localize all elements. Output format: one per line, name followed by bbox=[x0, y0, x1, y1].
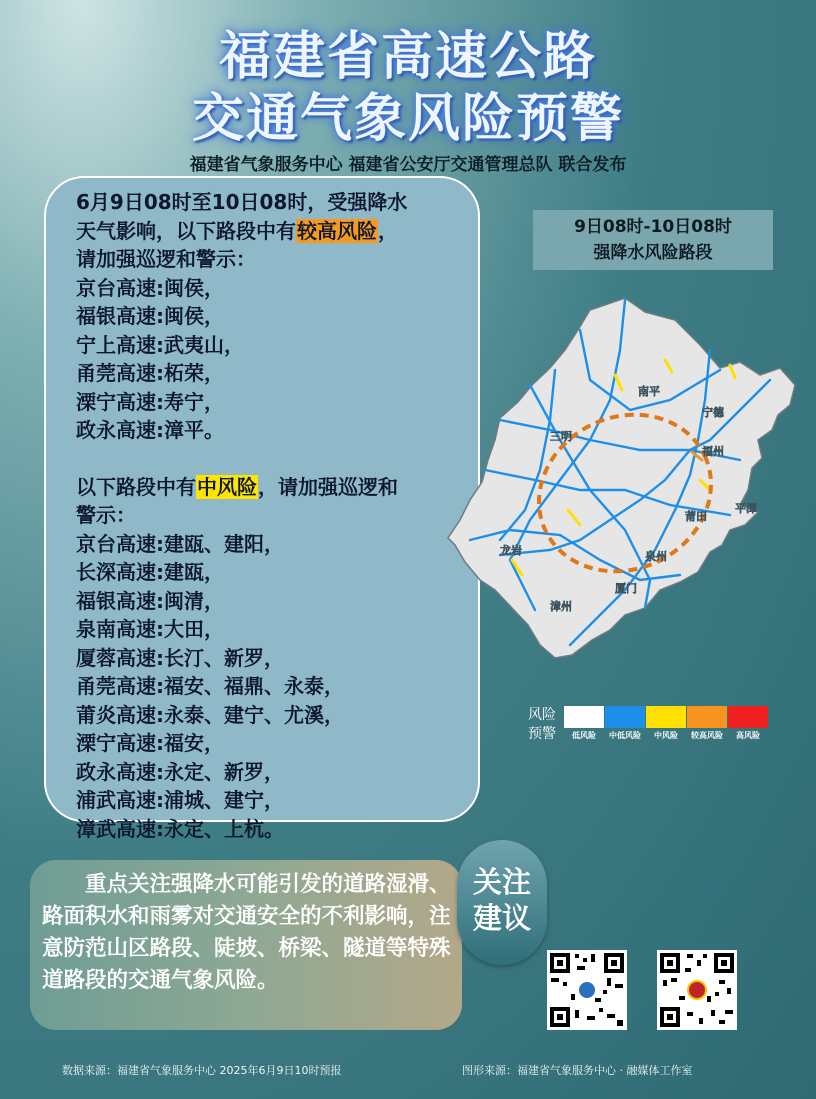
legend-swatch-higher bbox=[687, 706, 727, 728]
road-item: 长深高速:建瓯， bbox=[76, 560, 224, 584]
city-label: 泉州 bbox=[645, 550, 667, 563]
risk-legend bbox=[524, 704, 794, 744]
road-item: 京台高速:闽侯， bbox=[76, 275, 224, 300]
city-label: 宁德 bbox=[702, 406, 724, 419]
advice-panel: 重点关注强降水可能引发的道路湿滑、路面积水和雨雾对交通安全的不利影响，注意防范山区路段、陡坡、桥梁、隧道等特殊道路段的交通气象风险。 bbox=[30, 860, 462, 1030]
intro-line: 请加强巡逻和警示： bbox=[76, 247, 256, 271]
mid-intro-line: 警示： bbox=[76, 503, 136, 527]
road-item: 京台高速:建瓯、建阳， bbox=[76, 531, 284, 556]
legend-swatch-low bbox=[564, 706, 604, 728]
road-item: 浦武高速:浦城、建宁， bbox=[76, 788, 284, 812]
road-item: 甬莞高速:柘荣， bbox=[76, 361, 224, 385]
road-item: 厦蓉高速:长汀、新罗， bbox=[76, 645, 284, 670]
road-item: 泉南高速:大田， bbox=[76, 617, 224, 641]
publisher: 福建省气象服务中心 福建省公安厅交通管理总队 联合发布 bbox=[189, 155, 627, 175]
city-label: 龙岩 bbox=[500, 544, 522, 557]
province-outline bbox=[448, 298, 795, 658]
map-label-subject: 强降水风险路段 bbox=[593, 243, 713, 263]
qr-code-weather-service[interactable] bbox=[547, 950, 627, 1030]
warning-panel bbox=[44, 176, 480, 841]
mid-risk-road-list bbox=[76, 530, 460, 844]
fujian-road-map bbox=[440, 290, 810, 665]
road-item: 甬莞高速:福安、福鼎、永泰， bbox=[76, 674, 344, 698]
legend-label: 中风险 bbox=[654, 731, 678, 740]
road-item: 溧宁高速:寿宁， bbox=[76, 389, 224, 414]
city-label: 漳州 bbox=[550, 600, 572, 613]
road-item: 政永高速:漳平。 bbox=[76, 418, 224, 442]
road-item: 漳武高速:永定、上杭。 bbox=[76, 816, 284, 841]
road-item: 福银高速:闽侯， bbox=[76, 304, 224, 328]
footer-graphic-source: 图形来源：福建省气象服务中心 · 融媒体工作室 bbox=[462, 1064, 693, 1077]
qr-code-traffic-police[interactable] bbox=[657, 950, 737, 1030]
city-label: 福州 bbox=[702, 445, 724, 458]
city-label: 平潭 bbox=[735, 502, 757, 515]
road-item: 莆炎高速:永泰、建宁、尤溪， bbox=[76, 702, 344, 727]
legend-swatch-mid bbox=[646, 706, 686, 728]
legend-label: 高风险 bbox=[736, 731, 760, 740]
higher-risk-highlight: 较高风险 bbox=[297, 218, 377, 243]
map-label-time: 9日08时-10日08时 bbox=[574, 217, 732, 237]
mid-risk-highlight: 中风险 bbox=[197, 474, 257, 499]
road-item: 溧宁高速:福安， bbox=[76, 731, 224, 755]
city-label: 厦门 bbox=[615, 582, 637, 595]
mid-intro-line: 以下路段中有中风险，请加强巡逻和 bbox=[76, 474, 398, 499]
road-item: 宁上高速:武夷山， bbox=[76, 332, 244, 357]
legend-title: 风险预警 bbox=[528, 707, 556, 742]
legend-label: 中低风险 bbox=[609, 731, 641, 740]
legend-label: 低风险 bbox=[572, 731, 596, 740]
road-item: 政永高速:永定、新罗， bbox=[76, 759, 284, 784]
city-label: 莆田 bbox=[685, 510, 707, 523]
road-item: 福银高速:闽清， bbox=[76, 588, 224, 613]
intro-line: 6月9日08时至10日08时，受强降水 bbox=[76, 190, 408, 214]
footer-data-source: 数据来源：福建省气象服务中心 2025年6月9日10时预报 bbox=[62, 1064, 342, 1077]
advice-badge-line: 建议 bbox=[472, 901, 531, 935]
higher-risk-road-list bbox=[76, 274, 460, 445]
legend-label: 较高风险 bbox=[691, 731, 723, 740]
advice-badge bbox=[457, 840, 547, 965]
city-label: 三明 bbox=[550, 430, 572, 443]
legend-swatch-mid-low bbox=[605, 706, 645, 728]
advice-badge-line: 关注 bbox=[472, 865, 531, 899]
page-title-line2: 交通气象风险预警 bbox=[191, 89, 624, 149]
map-label bbox=[533, 210, 773, 270]
page-title-line1: 福建省高速公路 bbox=[218, 27, 597, 87]
city-label: 南平 bbox=[638, 385, 660, 398]
legend-swatch-high bbox=[728, 706, 768, 728]
intro-line: 天气影响，以下路段中有较高风险， bbox=[76, 218, 398, 243]
